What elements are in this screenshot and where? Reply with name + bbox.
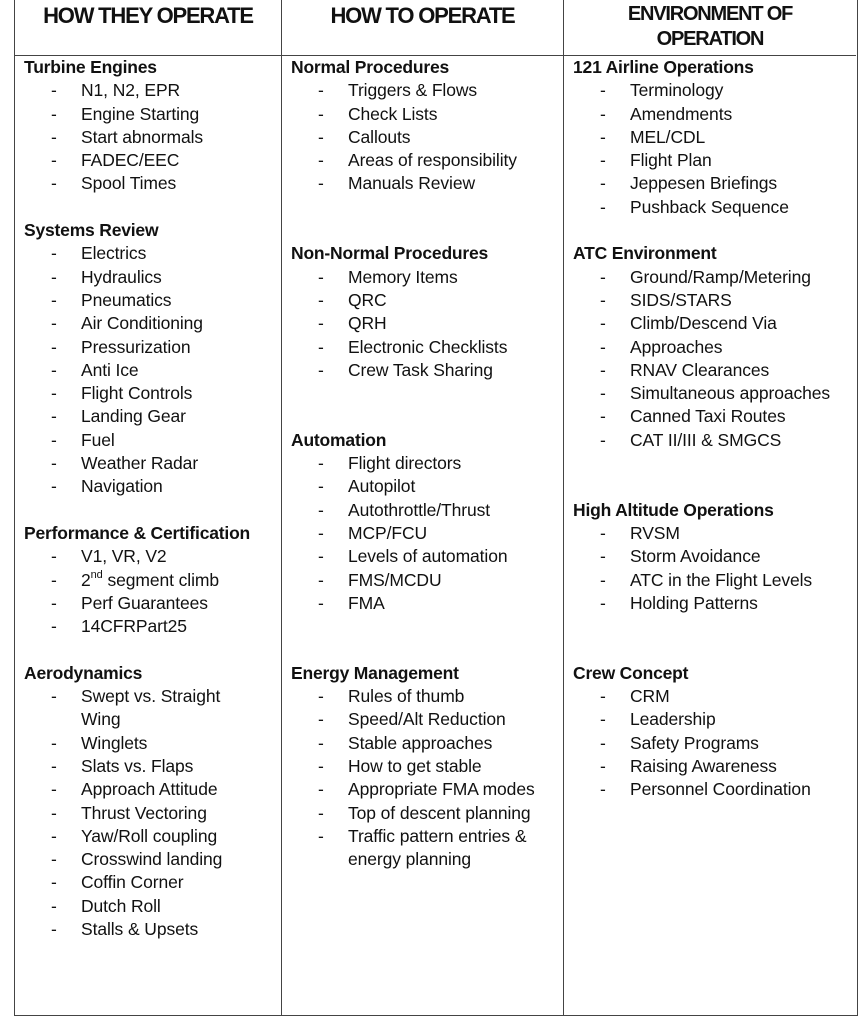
list-item: - Crew Task Sharing <box>318 359 493 380</box>
list-item: - FMS/MCDU <box>318 569 442 590</box>
section-title: Systems Review <box>24 220 159 241</box>
list-item: - Raising Awareness <box>600 755 777 776</box>
section-title: Normal Procedures <box>291 57 450 77</box>
list-item: - Spool Times <box>51 173 177 194</box>
list-item: - RVSM <box>600 522 680 543</box>
list-item: - Canned Taxi Routes <box>600 406 786 427</box>
list-item: - 14CFRPart25 <box>51 616 187 637</box>
list-item: - Manuals Review <box>318 173 475 194</box>
list-item: - Triggers & Flows <box>318 80 478 101</box>
list-item: - Flight directors <box>318 453 462 474</box>
column-how-they-operate <box>15 0 281 1015</box>
list-item: - Traffic pattern entries & <box>318 825 527 846</box>
section-title: Turbine Engines <box>24 57 157 77</box>
list-item: - Check Lists <box>318 103 438 124</box>
list-item: - QRH <box>318 313 387 334</box>
list-item: - Winglets <box>51 732 148 753</box>
list-item: - RNAV Clearances <box>600 359 770 380</box>
list-item: - Holding Patterns <box>600 592 758 613</box>
list-item: - Start abnormals <box>51 126 204 147</box>
list-item: - Weather Radar <box>51 453 199 474</box>
list-item: - Pushback Sequence <box>600 196 789 217</box>
list-item: - MEL/CDL <box>600 126 706 147</box>
list-item: - Dutch Roll <box>51 895 161 916</box>
section-non-normal-procedures <box>282 242 563 382</box>
list-item: - Crosswind landing <box>51 849 223 870</box>
list-item: - Terminology <box>600 80 724 101</box>
section-normal-procedures <box>282 56 563 196</box>
column-environment-of-operation <box>563 0 856 1015</box>
list-item: - Rules of thumb <box>318 686 465 707</box>
list-item: - SIDS/STARS <box>600 289 732 310</box>
list-item: - Areas of responsibility <box>318 150 517 171</box>
list-item: - FADEC/EEC <box>51 150 180 171</box>
list-item: - Stalls & Upsets <box>51 918 199 939</box>
section-title: Automation <box>291 429 387 450</box>
list-item: - Safety Programs <box>600 732 759 753</box>
list-item: - Coffin Corner <box>51 872 184 893</box>
section-title: 121 Airline Operations <box>573 57 754 77</box>
column-how-to-operate <box>281 0 563 1015</box>
list-item: - Personnel Coordination <box>600 779 811 800</box>
list-item: - FMA <box>318 592 385 613</box>
list-item: - Navigation <box>51 476 163 497</box>
list-item: - Fuel <box>51 429 115 450</box>
section-high-altitude-operations <box>564 499 856 615</box>
list-item: - Speed/Alt Reduction <box>318 709 506 730</box>
list-item: - Leadership <box>600 709 716 730</box>
list-item: - Landing Gear <box>51 406 186 427</box>
list-item: - Yaw/Roll coupling <box>51 825 218 846</box>
section-turbine-engines <box>15 56 281 196</box>
list-item: - Slats vs. Flaps <box>51 755 194 776</box>
list-item: - Approaches <box>600 336 723 357</box>
list-item: - Top of descent planning <box>318 802 531 823</box>
column-header-line: ENVIRONMENT OF <box>627 3 793 25</box>
section-title: Crew Concept <box>573 662 689 683</box>
list-item-continuation: Wing <box>81 709 121 730</box>
section-title: Aerodynamics <box>24 662 143 683</box>
section-automation <box>282 429 563 615</box>
list-item: - Engine Starting <box>51 103 200 124</box>
list-item: - ATC in the Flight Levels <box>600 569 813 590</box>
list-item: - QRC <box>318 289 387 310</box>
list-item: - Storm Avoidance <box>600 546 761 567</box>
section-atc-environment <box>564 242 856 452</box>
column-header-line: OPERATION <box>656 28 764 50</box>
list-item: - Flight Plan <box>600 150 712 171</box>
list-item: - Pressurization <box>51 336 191 357</box>
column-header: HOW TO OPERATE <box>282 0 563 56</box>
list-item: - Air Conditioning <box>51 313 203 334</box>
section-energy-management <box>282 662 563 872</box>
list-item: - V1, VR, V2 <box>51 546 167 567</box>
section-aerodynamics <box>15 662 281 942</box>
section-title: ATC Environment <box>573 243 717 264</box>
list-item: - Climb/Descend Via <box>600 313 777 334</box>
list-item: - Levels of automation <box>318 546 508 567</box>
section-crew-concept <box>564 662 856 802</box>
list-item: - Stable approaches <box>318 732 493 753</box>
list-item: - Perf Guarantees <box>51 592 208 613</box>
column-header: HOW THEY OPERATE <box>15 0 281 56</box>
section-title: Energy Management <box>291 662 459 683</box>
list-item: - Swept vs. Straight <box>51 686 221 707</box>
list-item: - MCP/FCU <box>318 522 428 543</box>
list-item: - Approach Attitude <box>51 779 218 800</box>
list-item: - Callouts <box>318 126 411 147</box>
section-title: Performance & Certification <box>24 522 251 543</box>
list-item: - Autopilot <box>318 476 416 497</box>
list-item: - Flight Controls <box>51 383 193 404</box>
section-title: Non-Normal Procedures <box>291 243 489 264</box>
list-item: - Autothrottle/Thrust <box>318 499 491 520</box>
list-item: - CAT II/III & SMGCS <box>600 429 782 450</box>
list-item: - Jeppesen Briefings <box>600 173 778 194</box>
list-item: - N1, N2, EPR <box>51 80 181 101</box>
list-item: - Appropriate FMA modes <box>318 779 535 800</box>
list-item: - How to get stable <box>318 755 482 776</box>
column-header <box>564 0 856 56</box>
section-121-airline-operations <box>564 56 856 219</box>
list-item: - Electronic Checklists <box>318 336 508 357</box>
section-title: High Altitude Operations <box>573 499 774 520</box>
list-item: - Pneumatics <box>51 289 172 310</box>
list-item: - Ground/Ramp/Metering <box>600 266 811 287</box>
list-item: - CRM <box>600 686 670 707</box>
list-item: - Simultaneous approaches <box>600 383 831 404</box>
list-item: - Electrics <box>51 243 147 264</box>
section-systems-review <box>15 219 281 499</box>
list-item-continuation: energy planning <box>348 849 472 870</box>
list-item: - Memory Items <box>318 266 458 287</box>
section-performance-certification <box>15 522 281 638</box>
list-item: - Anti Ice <box>51 359 139 380</box>
list-item: - 2nd segment climb <box>51 568 219 590</box>
list-item: - Amendments <box>600 103 733 124</box>
list-item: - Hydraulics <box>51 266 162 287</box>
curriculum-table <box>14 0 858 1016</box>
list-item: - Thrust Vectoring <box>51 802 207 823</box>
